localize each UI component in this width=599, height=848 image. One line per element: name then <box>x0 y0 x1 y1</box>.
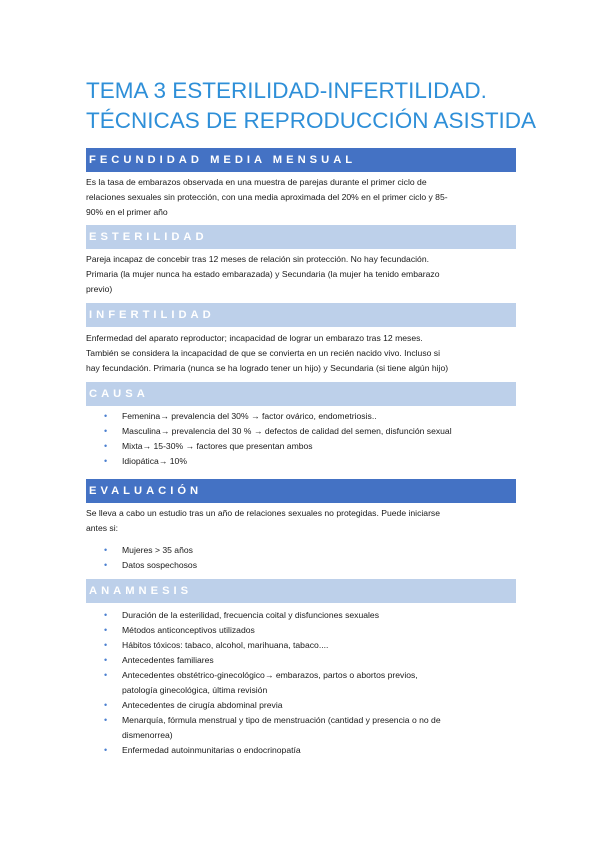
bullet-icon: • <box>104 640 108 650</box>
esterilidad-paragraph <box>86 252 516 297</box>
bullet-icon: • <box>104 545 108 555</box>
text-line: relaciones sexuales sin protección, con una media aproximada del 20% en el primer ciclo y 85- <box>86 192 448 202</box>
text-line: previo) <box>86 284 113 294</box>
text-line: antes si: <box>86 523 119 533</box>
text-line: 90% en el primer año <box>86 207 168 217</box>
bullet-icon: • <box>104 610 108 620</box>
bullet-icon: • <box>104 655 108 665</box>
list-item <box>86 558 516 573</box>
list-item <box>86 439 516 454</box>
title-line-2: TÉCNICAS DE REPRODUCCIÓN ASISTIDA <box>86 108 537 133</box>
list-item <box>86 638 516 653</box>
bullet-icon: • <box>104 456 108 466</box>
evaluacion-list <box>86 543 516 573</box>
text-line: Primaria (la mujer nunca ha estado embarazada) y Secundaria (la mujer ha tenido embarazo <box>86 269 440 279</box>
list-item <box>86 424 516 439</box>
text-line: Se lleva a cabo un estudio tras un año de relaciones sexuales no protegidas. Puede iniciarse <box>86 508 441 518</box>
list-item-text: Femenina→ prevalencia del 30% → factor ovárico, endometriosis.. <box>122 411 377 421</box>
list-item <box>86 743 516 758</box>
infertilidad-paragraph <box>86 331 516 376</box>
causa-list <box>86 409 516 469</box>
section-heading-fecundidad: FECUNDIDAD MEDIA MENSUAL <box>86 148 516 172</box>
page-title <box>86 76 537 136</box>
text-line: hay fecundación. Primaria (nunca se ha logrado tener un hijo) y Secundaria (si tiene algún hijo) <box>86 363 449 373</box>
list-item-text: Menarquía, fórmula menstrual y tipo de menstruación (cantidad y presencia o no de <box>122 715 441 725</box>
section-heading-esterilidad: ESTERILIDAD <box>86 225 516 249</box>
list-item-text: Hábitos tóxicos: tabaco, alcohol, marihuana, tabaco.... <box>122 640 329 650</box>
list-item-text: Masculina→ prevalencia del 30 % → defectos de calidad del semen, disfunción sexual <box>122 426 452 436</box>
list-item-text: patología ginecológica, última revisión <box>122 685 268 695</box>
bullet-icon: • <box>104 745 108 755</box>
list-item <box>86 713 516 743</box>
list-item-text: Antecedentes obstétrico-ginecológico→ embarazos, partos o abortos previos, <box>122 670 418 680</box>
title-line-1: TEMA 3 ESTERILIDAD-INFERTILIDAD. <box>86 78 487 103</box>
bullet-icon: • <box>104 426 108 436</box>
text-line: También se considera la incapacidad de que se convierta en un recién nacido vivo. Incluso si <box>86 348 440 358</box>
bullet-icon: • <box>104 411 108 421</box>
section-heading-anamnesis: ANAMNESIS <box>86 579 516 603</box>
anamnesis-list <box>86 608 516 758</box>
list-item <box>86 409 516 424</box>
bullet-icon: • <box>104 441 108 451</box>
list-item-text: Idiopática→ 10% <box>122 456 187 466</box>
section-heading-causa: CAUSA <box>86 382 516 406</box>
section-heading-infertilidad: INFERTILIDAD <box>86 303 516 327</box>
list-item <box>86 653 516 668</box>
list-item-text: Datos sospechosos <box>122 560 197 570</box>
bullet-icon: • <box>104 700 108 710</box>
list-item-text: Enfermedad autoinmunitarias o endocrinopatía <box>122 745 301 755</box>
text-line: Es la tasa de embarazos observada en una muestra de parejas durante el primer ciclo de <box>86 177 427 187</box>
bullet-icon: • <box>104 670 108 680</box>
list-item-text: dismenorrea) <box>122 730 173 740</box>
evaluacion-paragraph <box>86 506 516 536</box>
list-item <box>86 698 516 713</box>
list-item-text: Métodos anticonceptivos utilizados <box>122 625 255 635</box>
bullet-icon: • <box>104 560 108 570</box>
bullet-icon: • <box>104 715 108 725</box>
section-heading-evaluacion: EVALUACIÓN <box>86 479 516 503</box>
fecundidad-paragraph <box>86 175 516 220</box>
list-item-text: Mujeres > 35 años <box>122 545 193 555</box>
list-item <box>86 454 516 469</box>
list-item-text: Antecedentes familiares <box>122 655 214 665</box>
list-item-text: Duración de la esterilidad, frecuencia coital y disfunciones sexuales <box>122 610 379 620</box>
bullet-icon: • <box>104 625 108 635</box>
list-item <box>86 668 516 698</box>
list-item <box>86 543 516 558</box>
list-item-text: Mixta→ 15-30% → factores que presentan ambos <box>122 441 313 451</box>
text-line: Enfermedad del aparato reproductor; incapacidad de lograr un embarazo tras 12 meses. <box>86 333 423 343</box>
text-line: Pareja incapaz de concebir tras 12 meses de relación sin protección. No hay fecundación. <box>86 254 429 264</box>
list-item <box>86 608 516 623</box>
list-item <box>86 623 516 638</box>
list-item-text: Antecedentes de cirugía abdominal previa <box>122 700 283 710</box>
